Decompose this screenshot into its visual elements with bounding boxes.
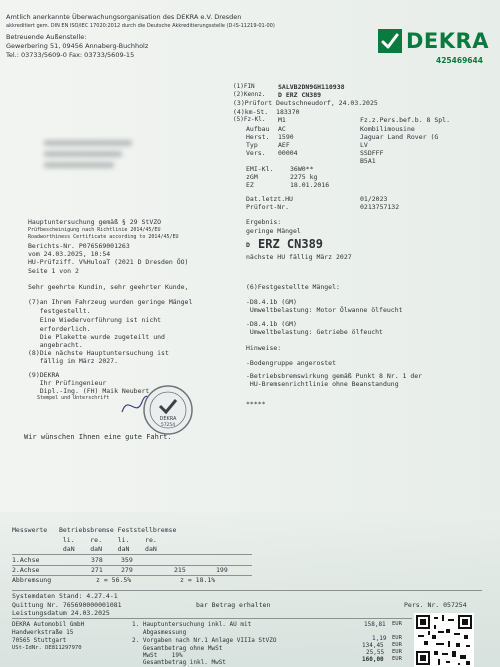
- seal-brand-text: DEKRA: [159, 416, 177, 422]
- billing-divider: [12, 618, 412, 619]
- report-subtitle-1: Prüfbescheinigung nach Richtlinie 2014/45/EU: [28, 227, 161, 233]
- currency-label: EUR: [392, 656, 402, 662]
- hints-title: Hinweise:: [246, 344, 282, 352]
- axle-2-parking-left: 215: [174, 566, 186, 574]
- label-place-no: Prüfort-Nr.: [246, 203, 290, 211]
- deceleration-label: Abbremsung: [12, 576, 52, 584]
- class-label: (5)Fz-Kl.: [233, 116, 266, 123]
- brake-side-labels: li. re. li. re.: [12, 536, 157, 544]
- label-zgm: zGM: [246, 173, 258, 181]
- report-software: HU-Prüfziff. V%HuloaT (2021 D Dresden ÖO): [28, 258, 189, 266]
- label-aufbau: Aufbau: [246, 125, 270, 133]
- label-herst: Herst.: [246, 133, 270, 141]
- company-vat: USt-IdNr. DE811297970: [12, 645, 82, 651]
- dekra-logo-icon: [378, 29, 402, 53]
- axle-1-service-left: 378: [91, 556, 103, 564]
- signature-name: Dipl.-Ing. (FH) Maik Neubert: [28, 387, 150, 395]
- label-emi: EMI-Kl.: [246, 165, 274, 173]
- system-version: Systemdaten Stand: 4.27.4-1: [12, 592, 118, 600]
- org-line-2: akkreditiert gem. DIN EN ISO/IEC 17020:2012 durch die Deutsche Akkreditierungsstelle (D-IS-11219-01-00): [6, 23, 275, 29]
- branch-address: Gewerbering 51, 09456 Annaberg-Buchholz: [6, 42, 149, 50]
- redacted-street: [44, 151, 122, 157]
- defect-line: -D8.4.1b (GM): [246, 298, 297, 306]
- value-aufbau: AC: [278, 125, 286, 133]
- value-vers: 00004: [278, 149, 298, 157]
- label-typ: Typ: [246, 141, 258, 149]
- report-subtitle-2: Roadworthiness Certificate according to 2014/45/EU: [28, 234, 179, 240]
- deceleration-service: z = 56.5%: [96, 576, 132, 584]
- greeting: Sehr geehrte Kundin, sehr geehrter Kunde,: [28, 283, 189, 291]
- dekra-seal-icon: [142, 384, 194, 436]
- value-last-hu: 01/2023: [360, 195, 388, 203]
- result-value: geringe Mängel: [246, 227, 301, 235]
- axle-2-parking-right: 199: [216, 566, 228, 574]
- vehicle-usage: Fz.z.Pers.bef.b. 8 Spl.: [360, 116, 451, 124]
- org-line-1: Amtlich anerkannte Überwachungsorganisation des DEKRA e.V. Dresden: [6, 13, 242, 21]
- value-herst: 1590: [278, 133, 294, 141]
- letter-line: (7)an Ihrem Fahrzeug wurden geringe Mängel: [28, 298, 193, 306]
- plate-value: D ERZ CN389: [278, 91, 322, 99]
- value-place-no: 0213757132: [360, 203, 400, 211]
- branch-phone: Tel.: 03733/5609-0 Fax: 03733/5609-15: [6, 51, 135, 59]
- vehicle-type-code: LV: [360, 141, 368, 149]
- currency-label: EUR: [392, 649, 402, 655]
- personnel-number: Pers. Nr. 057254: [404, 601, 467, 609]
- next-hu-due: nächste HU fällig März 2027: [246, 253, 352, 261]
- letter-line: fällig im März 2027.: [28, 357, 119, 365]
- invoice-item: 2. Vorgaben nach Nr.1 Anlage VIIIa StVZO: [132, 637, 277, 644]
- defects-title: (6)Festgestellte Mängel:: [246, 283, 340, 291]
- label-last-hu: Dat.letzt.HU: [246, 195, 293, 203]
- vehicle-version: B5A1: [360, 157, 376, 165]
- billing-divider: [12, 590, 482, 591]
- company-street: Handwerkstraße 15: [12, 629, 74, 636]
- letter-line: (8)Die nächste Hauptuntersuchung ist: [28, 349, 169, 357]
- invoice-item: Gesamtbetrag ohne MwSt: [132, 645, 223, 652]
- result-plate: ERZ CN389: [258, 237, 324, 251]
- odometer: (4)km-St. 183370: [233, 108, 300, 116]
- report-page: Seite 1 von 2: [28, 267, 79, 275]
- currency-label: EUR: [392, 621, 402, 627]
- signature-note: Stempel und Unterschrift: [28, 395, 110, 401]
- seal-number-text: 57254: [160, 423, 176, 428]
- axle-2-service-left: 271: [91, 566, 103, 574]
- receipt-number: Quittung Nr. 765690000001081: [12, 601, 122, 609]
- result-plate-prefix: D: [246, 241, 250, 249]
- label-ez: EZ: [246, 181, 254, 189]
- value-emi: 36W0**: [290, 165, 314, 173]
- hint-line: -Betriebsbremswirkung gemäß Punkt 8 Nr. 1 der: [246, 372, 423, 380]
- fin-value: SALVB2DN9GH110938: [278, 83, 345, 91]
- result-label: Ergebnis:: [246, 218, 282, 226]
- brake-table-divider: [12, 554, 252, 555]
- fin-label: (1)FIN: [233, 83, 255, 90]
- inspection-place: (3)Prüfort Deutschneudorf, 24.03.2025: [233, 99, 378, 107]
- invoice-item: MwSt 19%: [132, 652, 183, 659]
- invoice-item: 1. Hauptuntersuchung inkl. AU mit: [132, 621, 252, 628]
- signature-brand: (9)DEKRA: [28, 371, 60, 379]
- amount-total: 160,00: [362, 656, 384, 663]
- defect-line: Umweltbelastung: Motor Ölwanne ölfeucht: [246, 306, 403, 314]
- redacted-name: [44, 140, 132, 146]
- payment-received: bar Betrag erhalten: [196, 601, 271, 609]
- service-date: Leistungsdatum 24.03.2025: [12, 609, 110, 617]
- currency-label: EUR: [392, 635, 402, 641]
- vehicle-variant: SSDFFF: [360, 149, 384, 157]
- letter-line: angebracht.: [28, 341, 83, 349]
- letter-line: Eine Wiedervorführung ist nicht: [28, 316, 162, 324]
- end-stars: *****: [246, 400, 266, 408]
- value-zgm: 2275 kg: [290, 173, 318, 181]
- amount-hu: 158,81: [364, 621, 386, 628]
- invoice-item: Abgasmessung: [132, 629, 187, 636]
- invoice-item: Gesamtbetrag inkl. MwSt: [132, 659, 226, 666]
- brake-units: daN daN daN daN: [12, 545, 157, 553]
- company-city: 70565 Stuttgart: [12, 637, 67, 644]
- letter-line: erforderlich.: [28, 325, 91, 333]
- deceleration-parking: z = 18.1%: [180, 576, 216, 584]
- axle-1-label: 1.Achse: [12, 556, 40, 564]
- report-date: vom 24.03.2025, 10:54: [28, 250, 111, 258]
- company-name: DEKRA Automobil GmbH: [12, 621, 85, 628]
- closing-line: Wir wünschen Ihnen eine gute Fahrt.: [24, 433, 172, 441]
- report-number: Berichts-Nr. P076569001263: [28, 242, 130, 250]
- brake-header: Messwerte Betriebsbremse Feststellbremse: [12, 526, 177, 534]
- defect-line: -D8.4.1b (GM): [246, 320, 297, 328]
- axle-2-label: 2.Achse: [12, 566, 40, 574]
- hint-line: HU-Bremsenrichtlinie ohne Beanstandung: [246, 380, 399, 388]
- vehicle-body: Kombilimousine: [360, 125, 415, 133]
- amount-net: 134,45: [362, 642, 384, 649]
- vehicle-maker: Jaguar Land Rover (G: [360, 133, 439, 141]
- value-ez: 18.01.2016: [290, 181, 330, 189]
- class-value: M1: [278, 116, 286, 124]
- axle-1-service-right: 359: [121, 556, 133, 564]
- letter-line: festgestellt.: [28, 307, 91, 315]
- letter-line: Die Plakette wurde zugeteilt und: [28, 333, 165, 341]
- label-vers: Vers.: [246, 149, 266, 157]
- qr-code-icon: [414, 613, 474, 667]
- branch-label: Betreuende Außenstelle:: [6, 33, 87, 41]
- defect-line: Umweltbelastung: Getriebe ölfeucht: [246, 328, 383, 336]
- redacted-city: [44, 162, 114, 168]
- signature-role: Ihr Prüfingenieur: [28, 379, 107, 387]
- badge-number: 425469644: [436, 56, 483, 65]
- amount-fee: 1,19: [372, 635, 387, 642]
- currency-label: EUR: [392, 642, 402, 648]
- report-title: Hauptuntersuchung gemäß § 29 StVZO: [28, 218, 162, 226]
- amount-vat: 25,55: [366, 649, 385, 656]
- hint-line: -Bodengruppe angerostet: [246, 359, 337, 367]
- axle-2-service-right: 279: [121, 566, 133, 574]
- value-typ: AEF: [278, 141, 290, 149]
- plate-label: (2)Kennz.: [233, 91, 266, 98]
- brand-name: DEKRA: [406, 29, 489, 53]
